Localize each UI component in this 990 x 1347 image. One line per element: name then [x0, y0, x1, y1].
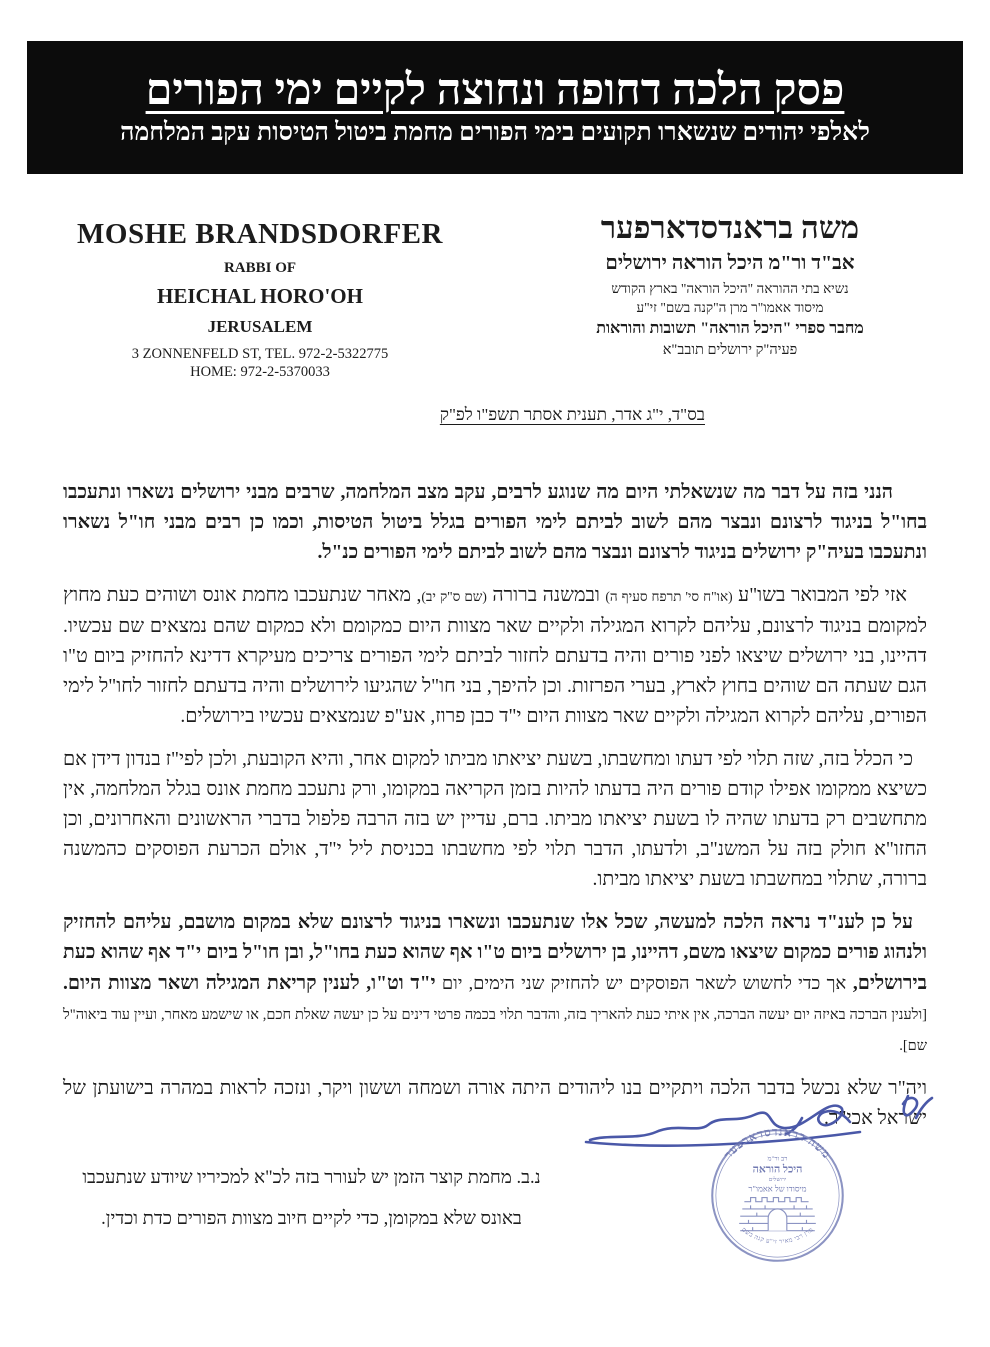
stamp-line-3: ירושלים: [768, 1177, 787, 1183]
letterhead-he-title: אב"ד ור"מ היכל הוראה ירושלים: [605, 252, 855, 274]
letterhead-en-rabbi-of: RABBI OF: [223, 260, 297, 276]
body-paragraph-4: [63, 908, 927, 1061]
letterhead-he-subtitle-2: מיסוד אאמו"ר מרן ה"קנה בשם" זי"ע: [636, 300, 824, 315]
psak-banner: [27, 41, 963, 174]
par2-text-a: אזי לפי המבואר בשו"ע: [732, 585, 907, 606]
letterhead-english: [60, 218, 460, 381]
body-paragraph-3: כי הכלל בזה, שזה תלוי לפי דעתו ומחשבתו, בשעת יציאתו מביתו למקום אחר, והיא הקובעת, ולכן לפי"ז בנדון דידן אם כשיצא ממקומו אפילו קודם פורים היה בדעתו להיות בזמן הקריאה במקומו, ורק נתעכב מחמת אונס בגלל המלחמה, אין מתחשבים רק בדעתו שהיה לו בשעת יציאתו מביתו. ברם, עדיין יש בזה הרבה פלפול בדברי הראשונים והאחרונים, וכן החזו"א חולק בזה על המשנ"ב, ולדעתו, הדבר תלוי לפי מחשבתו בכניסת ליל י"ד, אולם הכרעת הפוסקים כהמשנה ברורה, שתלוי במחשבתו בשעת יציאתו מביתו.: [63, 749, 927, 890]
banner-subtitle: לאלפי יהודים שנשארו תקועים בימי הפורים מחמת ביטול הטיסות עקב המלחמה: [120, 119, 870, 147]
stamp-arc-top-text: משה בראנדסדארפער: [722, 1126, 833, 1162]
banner-title: פסק הלכה דחופה ונחוצה לקיים ימי הפורים: [145, 66, 845, 114]
rabbinical-stamp: [705, 1123, 850, 1268]
stamp-line-1: רב ור"מ: [767, 1155, 788, 1163]
stamp-seal-icon: [705, 1123, 850, 1268]
letterhead-he-name: משה בראנדסדארפער: [600, 210, 860, 245]
letterhead-hebrew: [525, 210, 935, 359]
par4-bracketed-note: [ולענין הברכה באיזה יום יעשה הברכה, אין איתי כעת להאריך בזה, והדבר תלוי בכמה פרטי דינים על כן יעשה שאלת חכם, או שישמע מאחר, ועיין עוד ביאוה"ל שם].: [63, 1007, 927, 1054]
body-paragraph-5: ויה"ר שלא נכשל בדבר הלכה ויתקיים בנו ליהודים היתה אורה ושמחה וששון ויקר, ונזכה לראות במהרה בישועתן של ישראל אכי"ר.: [63, 1078, 927, 1129]
stamp-arc-bottom-text: מרן רבי מאיר זי"ע קנה בשם: [740, 1226, 815, 1246]
letterhead-he-subtitle-4: פעיה"ק ירושלים תובב"א: [662, 342, 798, 358]
par4-ruling-bold-2: י"ד וט"ו, לענין קריאת המגילה ושאר מצוות היום.: [63, 973, 436, 994]
letterhead-en-name: MOSHE BRANDSDORFER: [77, 218, 443, 250]
stamp-line-4: מיסודו של אאמו"ר: [748, 1184, 807, 1194]
date-line: בס"ד, י"ג אדר, תענית אסתר תשפ"ו לפ"ק: [439, 405, 705, 424]
ps-note: נ.ב. מחמת קוצר הזמן יש לעורר בזה לכ"א למכיריו שיודע שנתעכבו באונס שלא במקומן, כדי לקיים חיוב מצוות הפורים כדת וכדין.: [82, 1168, 541, 1229]
body-paragraph-1: הנני בזה על דבר מה שנשאלתי היום מה שנוגע לרבים, עקב מצב המלחמה, שרבים מבני ירושלים נשארו ונתעכבו בחו"ל בניגוד לרצונם ונבצר מהם לשוב לביתם לימי הפורים בגלל ביטול הטיסות, וכמו כן רבים מבני חו"ל נשארו ונתעכבו בעיה"ק ירושלים בניגוד לרצונם ונבצר מהם לשוב לביתם לימי הפורים כנ"ל.: [63, 482, 927, 563]
stamp-wall-gate-icon: [739, 1198, 816, 1231]
letterhead-he-subtitle-1: נשיא בתי ההוראה "היכל הוראה" בארץ הקודש: [611, 281, 849, 296]
letter-body: [63, 478, 927, 1147]
letterhead-en-city: JERUSALEM: [207, 317, 313, 336]
stamp-line-2: היכל הוראה: [752, 1163, 803, 1176]
letterhead-he-subtitle-3: מחבר ספרי "היכל הוראה" תשובות והוראות: [596, 320, 864, 337]
body-paragraph-2: [63, 581, 927, 732]
par2-source-reference-1: (או"ח סי' תרפח סעיף ה): [605, 589, 733, 604]
letterhead-en-home-phone: HOME: 972-2-5370033: [190, 364, 330, 380]
letterhead-en-address: 3 ZONNENFELD ST, TEL. 972-2-5322775: [131, 346, 389, 362]
par4-regular-clause: אך כדי לחשוש לשאר הפוסקים יש להחזיק שני הימים, יום: [435, 973, 847, 993]
par2-text-c: , מאחר שנתעכבו מחמת אונס ושוהים כעת מחוץ למקומם בניגוד לרצונם, עליהם לקרוא המגילה ולקיים שאר מצוות היום כמקומם ולא כמקום שהם נמצאים שם עכשיו. דהיינו, בני ירושלים שיצאו לפני פורים והיה בדעתם לחזור לביתם לימי הפורים צריכים מעיקרא דדינא להחזיק ביום ט"ו הגם שעתה הם שוהים בחוץ לארץ, בערי הפרזות. וכן להיפך, בני חו"ל שהגיעו לירושלים והיה בדעתם לחזור לחו"ל לימי הפורים, עליהם לקרוא המגילה ולקיים שאר מצוות היום י"ד כבן פרוז, אע"פ שנמצאים עכשיו בירושלים.: [63, 585, 927, 727]
par4-ruling-bold-1: על כן לענ"ד נראה הלכה למעשה, שכל אלו שנתעכבו ונשארו בניגוד לרצונם שלא במקום מושבם, עליהם להחזיק ולנהוג פורים כמקום שיצאו משם, דהיינו, בן ירושלים ביום ט"ו אף שהוא כעת בחו"ל, ובן חו"ל ביום י"ד אף שהוא כעת בירושלים,: [63, 912, 927, 994]
letterhead-en-organization: HEICHAL HORO'OH: [157, 284, 363, 308]
par2-text-b: ובמשנה ברורה: [486, 585, 606, 606]
par2-source-reference-2: (שם ס"ק יב): [421, 589, 487, 604]
